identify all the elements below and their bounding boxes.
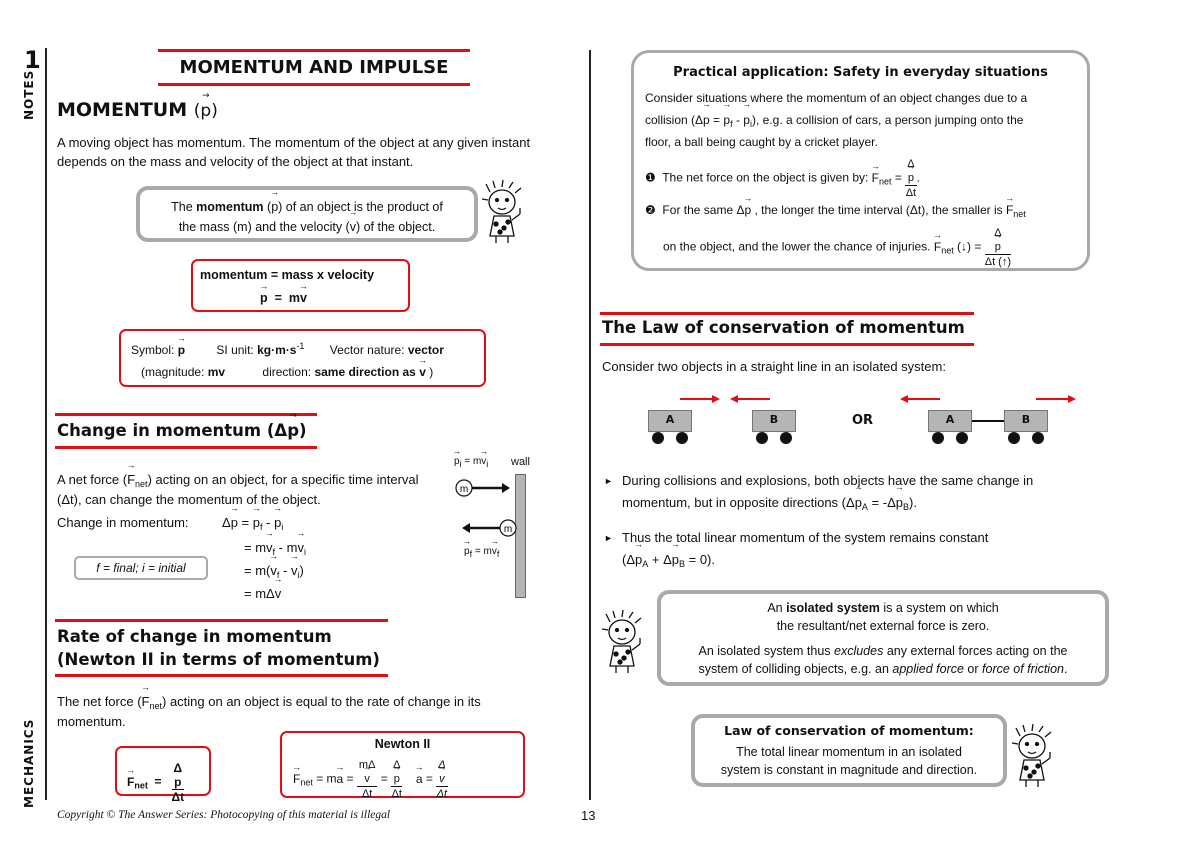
copyright: Copyright © The Answer Series: Photocopying of this material is illegal <box>57 809 391 821</box>
rate-bar-bottom <box>55 674 388 677</box>
sidebar-divider <box>45 48 47 800</box>
cart-b: B <box>752 410 796 444</box>
change-eq2: = $m\to v_f - m\to v_i$ <box>244 538 306 557</box>
change-label: Change in momentum: <box>57 515 189 530</box>
change-eq4: = mΔ→ v <box>244 584 281 603</box>
law-intro: Consider two objects in a straight line in an isolated system: <box>602 359 946 374</box>
page-divider <box>589 50 591 800</box>
arrow-left-1 <box>730 394 770 404</box>
bullet-2: Thus the total linear momentum of the system remains constant $(\Delta\to p_A + \Delta\to p_B = 0)$. <box>622 527 988 571</box>
cart-a-2: A <box>928 410 972 444</box>
change-text: A net force (→ $F_{net}$) acting on an object, for a specific time interval (Δt), can change the momentum of the object. <box>57 470 427 510</box>
change-eq3: = $m(\to v_f$ - → $v_i$) <box>244 561 304 580</box>
mechanics-label: MECHANICS <box>22 718 36 808</box>
cartoon-girl-icon-3 <box>1012 724 1054 788</box>
isolated-system-box: An isolated system is a system on which the resultant/net external force is zero. An isolated system thus excludes any external forces acting on the system of colliding objects, e.g. an applied force or force of friction. <box>657 590 1109 686</box>
law-bar-bottom <box>600 343 974 346</box>
practical-application-box: Practical application: Safety in everyday situations Consider situations where the momentum of an object changes due to a collision (Δ→ p = → $p_f$ - → $p_i$), e.g. a collision of cars, a person jumping onto the floor, a ball being caught by a cricket player. ❶ The net force on the object is given by: → $F_{net}$ = Δ → p Δt . ❷ For the same Δ→ p , the longer the time interval (Δt), the smaller is → $F_{net}$ on the object, and the lower the chance of injuries. → $F_{net}$ (↓) = Δ → p Δt (↑) <box>631 50 1090 271</box>
svg-text:m: m <box>503 524 513 535</box>
page-number: 13 <box>581 808 596 823</box>
title-bar-top <box>158 49 470 52</box>
chapter-title: MOMENTUM AND IMPULSE <box>179 57 449 78</box>
momentum-definition-box: The momentum (→ p) of an object is the product of the mass (m) and the velocity (→ v) of the object. <box>136 186 478 242</box>
rate-heading: Rate of change in momentum (Newton II in terms of momentum) <box>57 627 380 669</box>
title-bar-bottom <box>158 83 470 86</box>
cartoon-girl-icon-2 <box>602 610 644 674</box>
cartoon-girl-icon <box>482 180 524 244</box>
svg-text:m: m <box>459 484 469 495</box>
symbol-unit-box: Symbol: → p SI unit: $kg\cdot m\cdot s^{-1}$ Vector nature: vector (magnitude: mv direction: same direction as → v ) <box>119 329 486 387</box>
cart-a: A <box>648 410 692 444</box>
rate-text: The net force (→ $F_{net}$) acting on an object is equal to the rate of change in its momentum. <box>57 692 527 732</box>
arrow-left-2 <box>900 394 940 404</box>
notes-label: NOTES <box>22 69 36 120</box>
momentum-intro: A moving object has momentum. The momentum of the object at any given instant depends on the mass and velocity of the object at that instant. <box>57 135 531 169</box>
fnet-formula-box: → $F_{net}$ = Δ → p Δt <box>115 746 211 796</box>
momentum-formula-box: momentum = mass x velocity → p = m→ v <box>191 259 410 312</box>
wall-diagram: wall → $p_i = m\to v_i$ m m → $p_f = m\to v_f$ <box>448 452 538 602</box>
page-chapter-number: 1 <box>24 46 41 74</box>
final-initial-note: f = final; i = initial <box>74 556 208 580</box>
bullet-marker-1: ► <box>604 476 613 486</box>
bullet-1: During collisions and explosions, both objects have the same change in momentum, but in opposite directions $(\Delta\to p_A = -\Delta\to p_B)$. <box>622 470 1033 514</box>
newton-ii-box: Newton II → $F_{net} = m\to a$ = mΔ → v Δt = Δ → p Δt → a = Δ → v Δt <box>280 731 525 798</box>
law-of-conservation-box: Law of conservation of momentum: The total linear momentum in an isolated system is constant in magnitude and direction. <box>691 714 1007 787</box>
bullet-marker-2: ► <box>604 533 613 543</box>
cart-connector <box>972 420 1004 422</box>
cart-b-2: B <box>1004 410 1048 444</box>
law-heading: The Law of conservation of momentum <box>602 318 965 337</box>
arrow-right-2 <box>1036 394 1076 404</box>
law-bar-top <box>600 312 974 315</box>
momentum-heading: MOMENTUM (→ p) <box>57 99 218 121</box>
change-heading: Change in momentum (Δ→ p) <box>57 421 307 440</box>
rate-bar-top <box>55 619 388 622</box>
or-label: OR <box>852 413 874 428</box>
change-bar-top <box>55 413 317 416</box>
change-eq1: Δ→ p = → $p_f$ - → $p_i$ <box>222 513 283 532</box>
arrow-right-1 <box>680 394 720 404</box>
change-bar-bottom <box>55 446 317 449</box>
